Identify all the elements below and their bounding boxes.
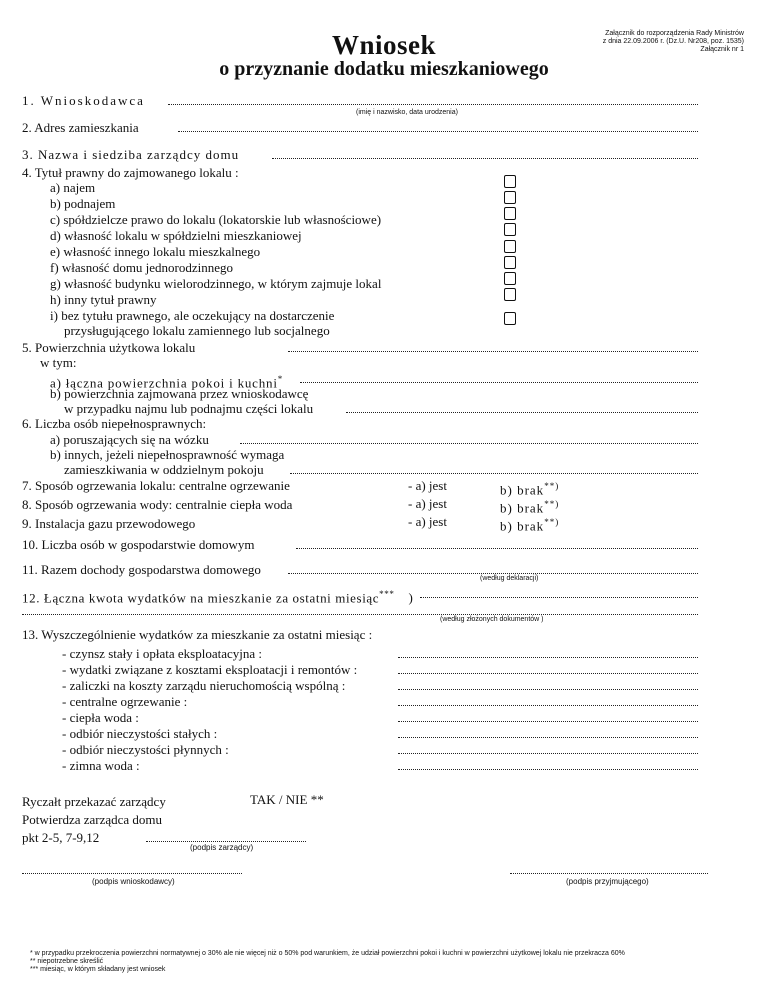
receiver-signature-field[interactable] — [510, 873, 708, 874]
form-subtitle: o przyznanie dodatku mieszkaniowego — [219, 58, 549, 80]
footnote-3: *** miesiąc, w którym składany jest wniosek — [30, 966, 166, 973]
rooms-area-field[interactable] — [300, 382, 698, 383]
confirm-label: Potwierdza zarządca domu — [22, 812, 163, 827]
wheelchair-field[interactable] — [240, 443, 698, 444]
item-5b-cont: w przypadku najmu lub podnajmu części lokalu — [64, 401, 314, 416]
checkbox-option-c[interactable] — [504, 207, 516, 220]
title-option-a: a) najem — [50, 180, 96, 195]
checkbox-option-g[interactable] — [504, 272, 516, 285]
footnote-mark: **) — [544, 517, 560, 527]
expense-amount-field[interactable] — [398, 737, 698, 738]
title-option-c: c) spółdzielcze prawo do lokalu (lokatorskie lub własnościowe) — [50, 212, 382, 227]
expense-row: - ciepła woda : — [62, 710, 139, 725]
title-option-i-cont: przysługującego lokalu zamiennego lub socjalnego — [64, 323, 330, 338]
item-12-hint: (według złożonych dokumentów ) — [440, 616, 544, 623]
item-9-label: 9. Instalacja gazu przewodowego — [22, 516, 196, 531]
checkbox-option-e[interactable] — [504, 240, 516, 253]
title-option-g: g) własność budynku wielorodzinnego, w którym zajmuje lokal — [50, 276, 382, 291]
expense-amount-field[interactable] — [398, 689, 698, 690]
expenses-field[interactable] — [420, 597, 698, 598]
item-8-label: 8. Sposób ogrzewania wody: centralnie ciepła woda — [22, 497, 293, 512]
expense-row: - zimna woda : — [62, 758, 140, 773]
lump-sum-label: Ryczałt przekazać zarządcy — [22, 794, 166, 809]
item-9-option-a[interactable]: - a) jest — [408, 514, 447, 529]
legal-note-line: Załącznik nr 1 — [700, 46, 744, 53]
receiver-signature-caption: (podpis przyjmującego) — [566, 877, 649, 886]
item-11-label: 11. Razem dochody gospodarstwa domowego — [22, 562, 261, 577]
title-option-d: d) własność lokalu w spółdzielni mieszkaniowej — [50, 228, 302, 243]
expense-row: - centralne ogrzewanie : — [62, 694, 188, 709]
item-8-option-b-text: b) brak — [500, 500, 545, 516]
item-4-label: 4. Tytuł prawny do zajmowanego lokalu : — [22, 165, 239, 180]
form-title: Wniosek — [331, 30, 437, 60]
footnote-mark: **) — [544, 481, 560, 491]
footnote-mark: **) — [544, 499, 560, 509]
applicant-field[interactable] — [168, 104, 698, 105]
item-2-label: 2. Adres zamieszkania — [22, 120, 139, 135]
title-option-b: b) podnajem — [50, 196, 116, 211]
title-option-e: e) własność innego lokalu mieszkalnego — [50, 244, 261, 259]
expense-amount-field[interactable] — [398, 721, 698, 722]
expense-row: - odbiór nieczystości stałych : — [62, 726, 218, 741]
expense-amount-field[interactable] — [398, 769, 698, 770]
occupied-area-field[interactable] — [346, 412, 698, 413]
checkbox-option-f[interactable] — [504, 256, 516, 269]
legal-note-line: Załącznik do rozporządzenia Rady Ministrów — [605, 30, 744, 37]
item-10-label: 10. Liczba osób w gospodarstwie domowym — [22, 537, 255, 552]
legal-note-line: z dnia 22.09.2006 r. (Dz.U. Nr208, poz. 1535) — [602, 38, 744, 45]
expense-amount-field[interactable] — [398, 673, 698, 674]
applicant-signature-caption: (podpis wnioskodawcy) — [92, 877, 175, 886]
disabled-field[interactable] — [290, 473, 698, 474]
item-5b-label: b) powierzchnia zajmowana przez wnioskodawcę — [50, 386, 309, 401]
item-5-wtym: w tym: — [40, 355, 77, 370]
footnote-mark: *** — [379, 589, 395, 599]
checkbox-option-h[interactable] — [504, 288, 516, 301]
expense-amount-field[interactable] — [398, 753, 698, 754]
item-9-option-b-text: b) brak — [500, 518, 545, 534]
title-option-i: i) bez tytułu prawnego, ale oczekujący na dostarczenie — [50, 308, 335, 323]
checkbox-option-i[interactable] — [504, 312, 516, 325]
household-size-field[interactable] — [296, 548, 698, 549]
expense-amount-field[interactable] — [398, 705, 698, 706]
checkbox-option-a[interactable] — [504, 175, 516, 188]
item-6b-label: b) innych, jeżeli niepełnosprawność wymaga — [50, 447, 285, 462]
item-12-text: 12. Łączna kwota wydatków na mieszkanie za ostatni miesiąc — [22, 590, 380, 606]
area-field[interactable] — [288, 351, 698, 352]
item-6-label: 6. Liczba osób niepełnosprawnych: — [22, 416, 207, 431]
expense-row: - odbiór nieczystości płynnych : — [62, 742, 229, 757]
title-option-f: f) własność domu jednorodzinnego — [50, 260, 234, 275]
item-7-label: 7. Sposób ogrzewania lokalu: centralne ogrzewanie — [22, 478, 290, 493]
item-5a-text: a) łączna powierzchnia pokoi i kuchni — [50, 375, 278, 391]
applicant-signature-field[interactable] — [22, 873, 242, 874]
checkbox-option-b[interactable] — [504, 191, 516, 204]
expense-row: - zaliczki na koszty zarządu nieruchomością wspólną : — [62, 678, 346, 693]
expense-row: - czynsz stały i opłata eksploatacyjna : — [62, 646, 262, 661]
item-5-label: 5. Powierzchnia użytkowa lokalu — [22, 340, 196, 355]
income-field[interactable] — [288, 573, 698, 574]
expense-amount-field[interactable] — [398, 657, 698, 658]
expenses-field-cont[interactable] — [22, 614, 698, 615]
footnote-2: ** niepotrzebne skreślić — [30, 958, 104, 965]
checkbox-option-d[interactable] — [504, 223, 516, 236]
item-8-option-a[interactable]: - a) jest — [408, 496, 447, 511]
address-field[interactable] — [178, 131, 698, 132]
item-1-hint: (imię i nazwisko, data urodzenia) — [356, 109, 458, 116]
footnote-1: * w przypadku przekroczenia powierzchni normatywnej o 30% ale nie więcej niż o 50% pod warunkiem, że udział powierzchni pokoi i kuchni w powierzchni użytkowej lokalu nie przekracza 60% — [30, 950, 625, 957]
footnote-mark: * — [277, 374, 284, 384]
item-6b-cont: zamieszkiwania w oddzielnym pokoju — [64, 462, 264, 477]
item-1-label: 1. Wnioskodawca — [22, 93, 145, 108]
item-12-paren: ) — [408, 590, 414, 606]
legal-note — [603, 30, 744, 54]
yes-no-choice[interactable]: TAK / NIE ** — [250, 792, 324, 807]
item-7-option-b-text: b) brak — [500, 482, 545, 498]
item-6a-label: a) poruszających się na wózku — [50, 432, 209, 447]
manager-signature-caption: (podpis zarządcy) — [190, 843, 254, 852]
points-label: pkt 2-5, 7-9,12 — [22, 830, 100, 845]
item-7-option-a[interactable]: - a) jest — [408, 478, 447, 493]
expense-row: - wydatki związane z kosztami eksploatacji i remontów : — [62, 662, 358, 677]
item-13-label: 13. Wyszczególnienie wydatków za mieszkanie za ostatni miesiąc : — [22, 627, 373, 642]
manager-signature-field[interactable] — [146, 841, 306, 842]
item-11-hint: (według deklaracji) — [480, 575, 539, 582]
title-option-h: h) inny tytuł prawny — [50, 292, 157, 307]
manager-field[interactable] — [272, 158, 698, 159]
item-9-option-b[interactable] — [500, 514, 559, 534]
item-12-label — [22, 586, 413, 606]
item-3-label: 3. Nazwa i siedziba zarządcy domu — [22, 147, 240, 162]
